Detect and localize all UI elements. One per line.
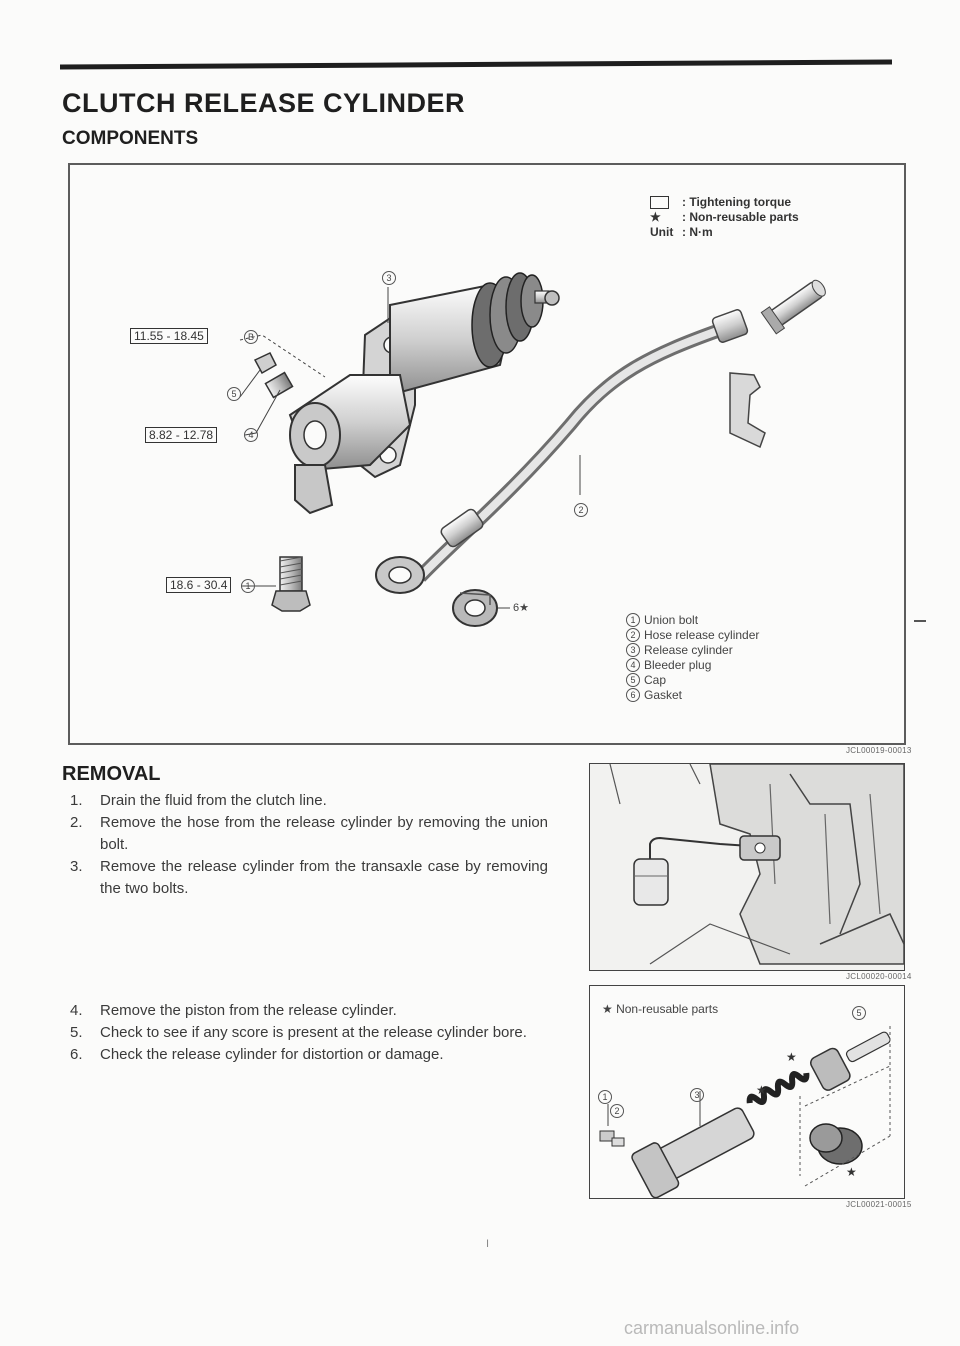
callout-3: 3 (690, 1088, 704, 1102)
page-title: CLUTCH RELEASE CYLINDER (62, 88, 466, 118)
callout-5: 5 (227, 387, 241, 401)
watermark: carmanualsonline.info (624, 1318, 800, 1338)
svg-text:★: ★ (846, 1165, 857, 1179)
removal-step: 4. Remove the piston from the release cylinder. (70, 1002, 397, 1019)
legend-unit-row (650, 225, 799, 240)
callout-5: 5 (852, 1006, 866, 1020)
callout-2: 2 (610, 1104, 624, 1118)
bleeder-small (600, 1131, 624, 1146)
callout-1: 1 (241, 579, 255, 593)
legend-nonreusable-text: : Non-reusable parts (682, 210, 799, 224)
callout-1: 1 (598, 1090, 612, 1104)
list-item: 6 Gasket (626, 688, 759, 703)
section-subtitle: COMPONENTS (62, 128, 199, 149)
rubber-boot (472, 273, 543, 367)
union-bolt (272, 557, 310, 611)
removal-step: 5. Check to see if any score is present at the release cylinder bore. (70, 1024, 527, 1041)
callout-4: 4 (244, 428, 258, 442)
legend-nonreusable-row (650, 210, 799, 225)
margin-dash (914, 620, 926, 622)
list-item: 4 Bleeder plug (626, 658, 759, 673)
svg-text:★: ★ (756, 1083, 767, 1097)
removal-step: 2. Remove the hose from the release cylinder by removing the union bolt. (70, 814, 548, 853)
pipe-fitting (761, 275, 830, 334)
svg-text:★: ★ (786, 1050, 797, 1064)
figure-code: JCL00019-00013 (846, 746, 912, 755)
callout-6-nonreusable: 6★ (513, 602, 529, 614)
star-icon: ★ (650, 210, 661, 224)
list-item: 3 Release cylinder (626, 643, 759, 658)
transaxle-illustration (590, 764, 904, 970)
release-cylinder-illustration (70, 165, 904, 743)
legend-unit-label: Unit (650, 225, 674, 239)
figure-code: JCL00021-00015 (846, 1200, 912, 1209)
callout-b: B (244, 330, 258, 344)
callout-3: 3 (382, 271, 396, 285)
removal-heading: REMOVAL (62, 763, 161, 785)
torque-label: 8.82 - 12.78 (145, 427, 217, 443)
piston-exploded-figure (589, 985, 905, 1199)
legend-torque-text: : Tightening torque (682, 195, 792, 209)
removal-step: 6. Check the release cylinder for distortion or damage. (70, 1046, 444, 1063)
gasket (453, 590, 497, 626)
page-mark: I (486, 1238, 490, 1250)
legend-unit-value: : N·m (682, 225, 713, 239)
list-item: 1 Union bolt (626, 613, 759, 628)
diagram-legend (650, 195, 799, 240)
nonreusable-note: ★ Non-reusable parts (602, 1002, 719, 1016)
removal-steps-group-1 (70, 790, 548, 900)
torque-label: 11.55 - 18.45 (130, 328, 208, 344)
legend-torque-row (650, 195, 799, 210)
removal-step: 1. Drain the fluid from the clutch line. (70, 792, 327, 809)
list-item: 2 Hose release cylinder (626, 628, 759, 643)
torque-box-icon (650, 196, 669, 209)
parts-list (626, 613, 759, 703)
figure-code: JCL00020-00014 (846, 972, 912, 981)
list-item: 5 Cap (626, 673, 759, 688)
callout-2: 2 (574, 503, 588, 517)
components-diagram (68, 163, 906, 745)
drain-clutch-line-figure (589, 763, 905, 971)
removal-step: 3. Remove the release cylinder from the transaxle case by removing the two bolts. (70, 858, 548, 897)
banjo-eye (376, 508, 485, 593)
torque-label: 18.6 - 30.4 (166, 577, 231, 593)
removal-steps-group-2 (70, 1000, 548, 1066)
boot-exploded (810, 1124, 862, 1164)
